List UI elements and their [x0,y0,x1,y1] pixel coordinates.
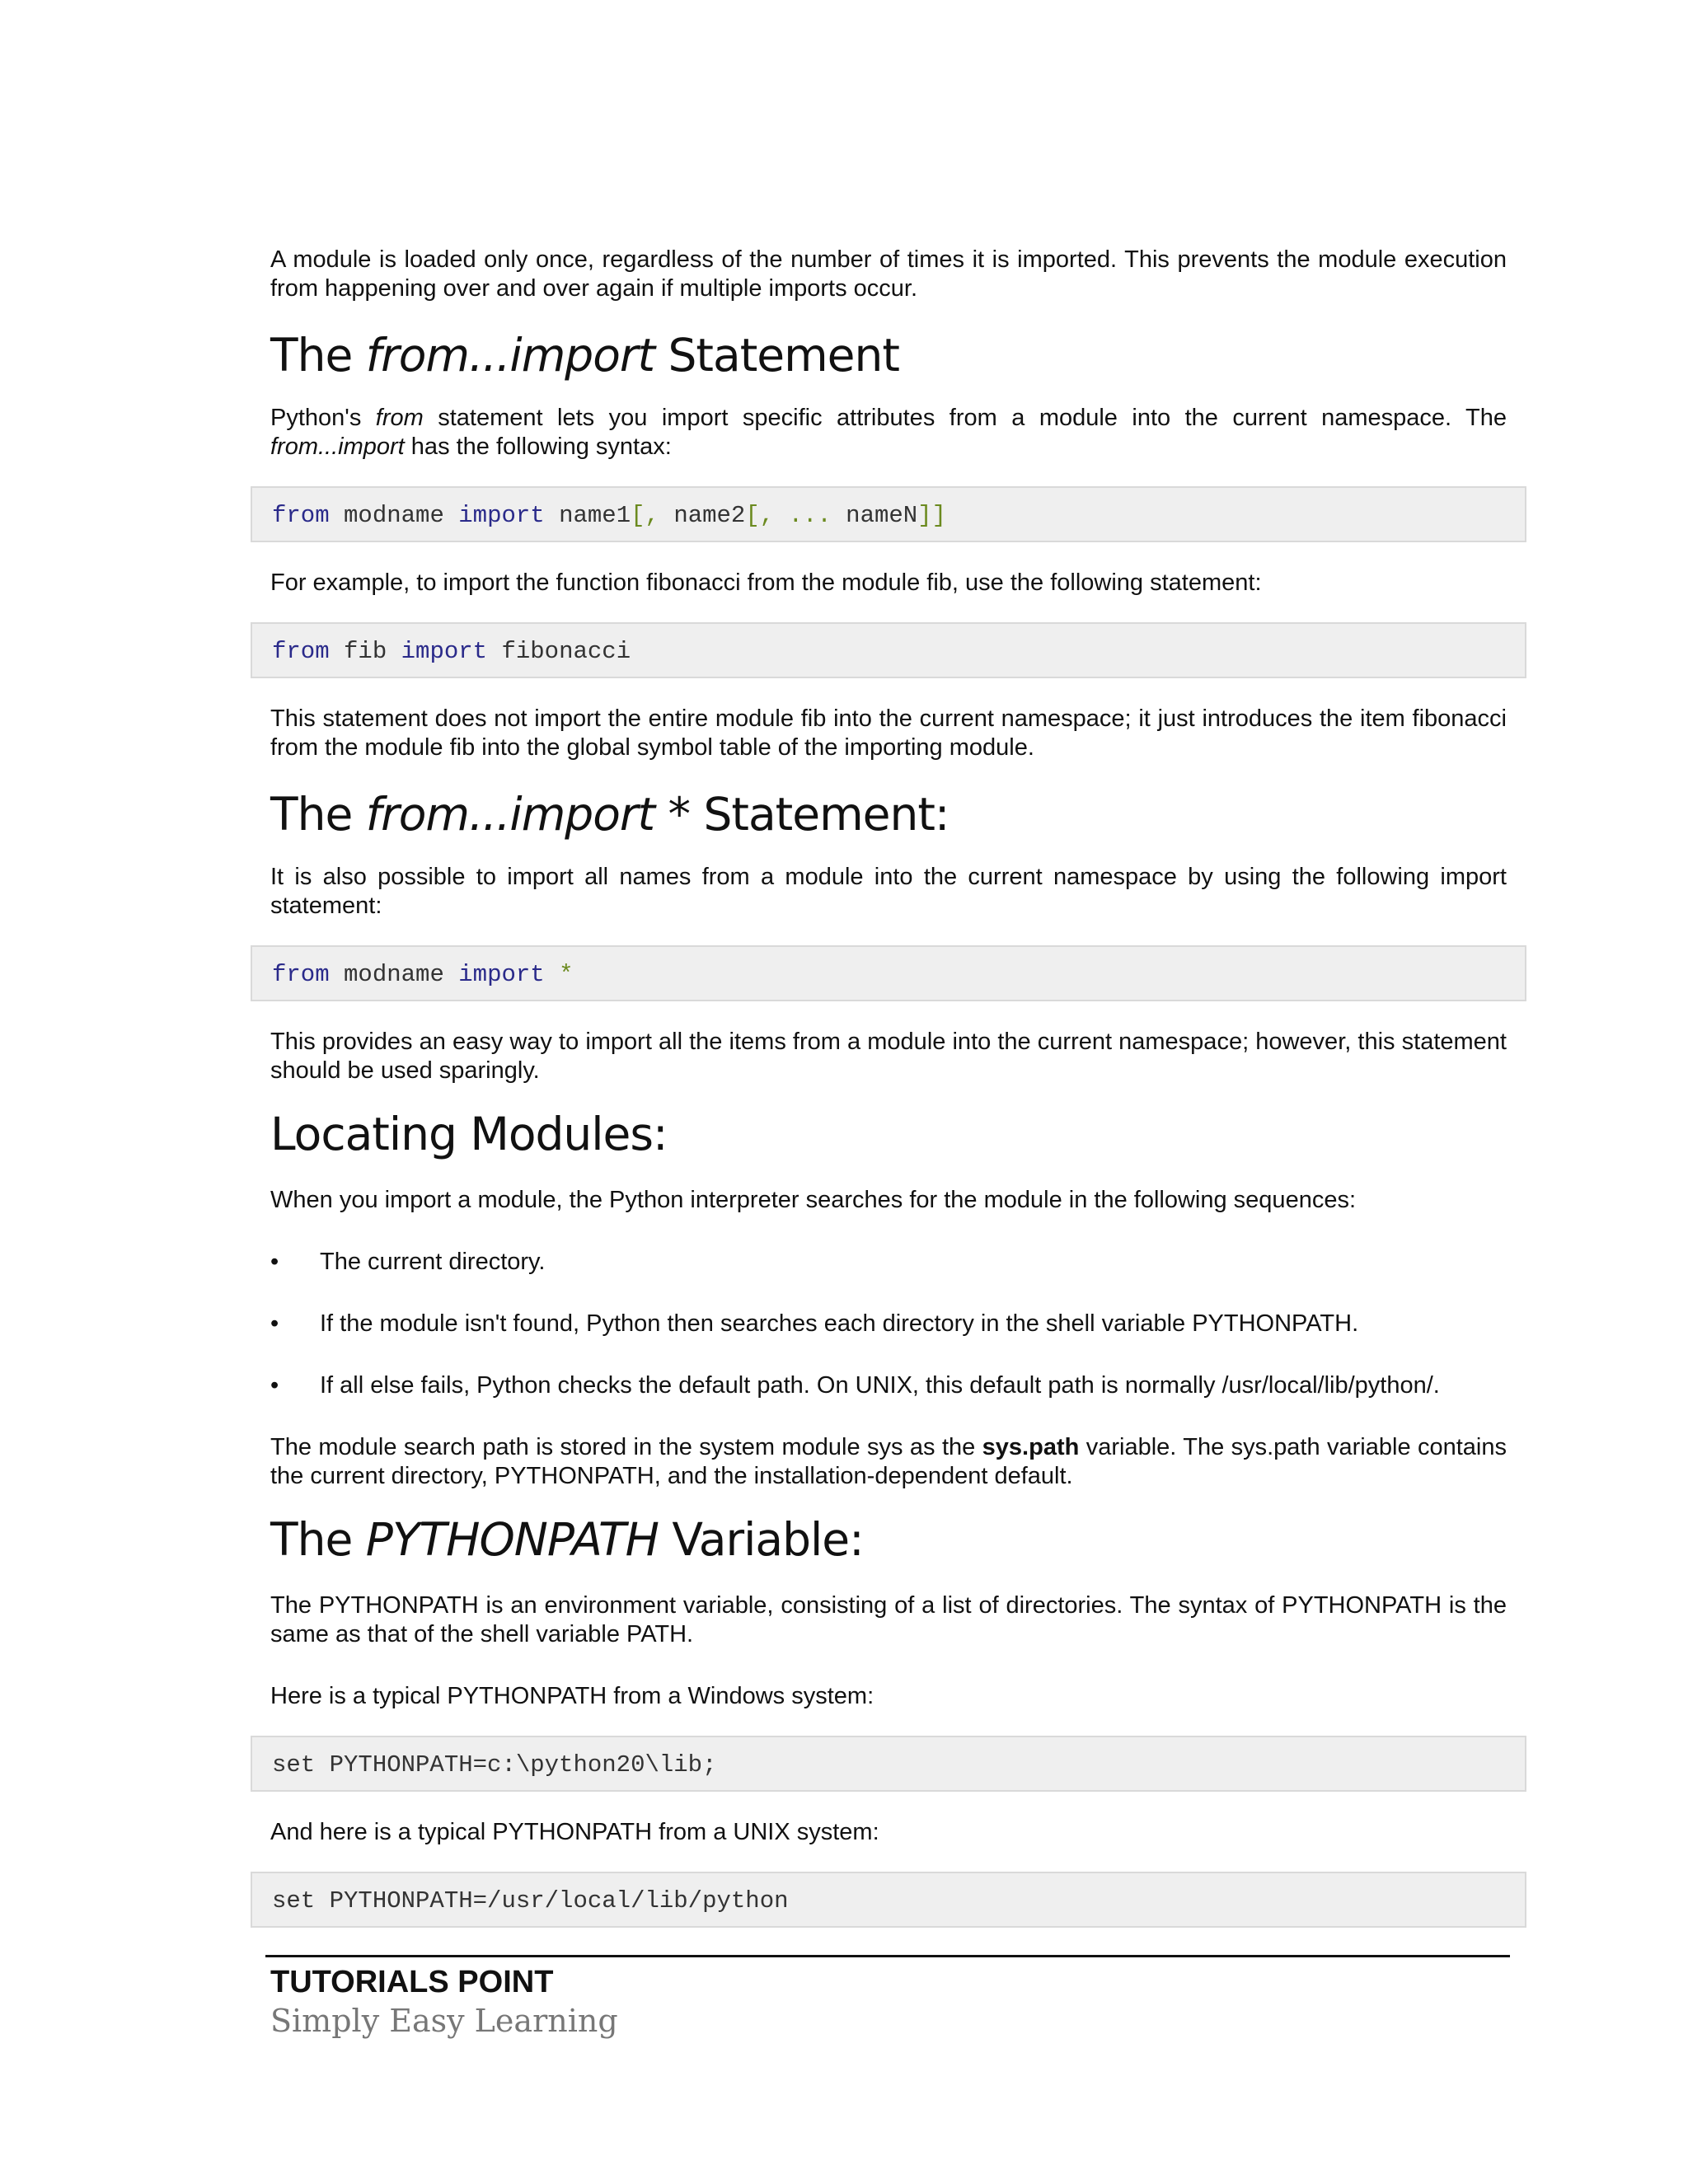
from-import-description: Python's from statement lets you import specific attributes from a module into the current namespace. The from...import has the following syntax: [270,405,1507,460]
heading-pythonpath-variable: The PYTHONPATH Variable: [270,1513,864,1566]
pythonpath-description: The PYTHONPATH is an environment variable, consisting of a list of directories. The syntax of PYTHONPATH is the same as that of the shell variable PATH. [270,1592,1507,1647]
bullet-icon: • [270,1372,279,1399]
heading-locating-modules: Locating Modules: [270,1108,668,1160]
intro-paragraph: A module is loaded only once, regardless of the number of times it is imported. This prevents the module execution from happening over and over again if multiple imports occur. [270,246,1507,302]
bullet-icon: • [270,1249,279,1275]
list-item: • If all else fails, Python checks the default path. On UNIX, this default path is normally /usr/local/lib/python/. [270,1372,1440,1399]
bullet-icon: • [270,1310,279,1337]
heading-from-import-star: The from...import * Statement: [270,788,950,841]
list-item: • The current directory. [270,1249,546,1275]
windows-pythonpath-intro: Here is a typical PYTHONPATH from a Windows system: [270,1683,874,1709]
code-block-from-import-syntax: from modname import name1[, name2[, ... nameN]] [251,486,1526,542]
code-block-unix-pythonpath: set PYTHONPATH=/usr/local/lib/python [251,1872,1526,1928]
code-block-windows-pythonpath: set PYTHONPATH=c:\python20\lib; [251,1736,1526,1792]
locating-modules-intro: When you import a module, the Python interpreter searches for the module in the following sequences: [270,1187,1357,1213]
import-star-description: It is also possible to import all names from a module into the current namespace by using the following import statement: [270,864,1507,919]
code-block-import-star: from modname import * [251,945,1526,1001]
sys-path-paragraph: The module search path is stored in the system module sys as the sys.path variable. The sys.path variable contains the current directory, PYTHONPATH, and the installation-dependent default. [270,1434,1507,1489]
heading-from-import: The from...import Statement [270,329,899,382]
fibonacci-explanation: This statement does not import the entire module fib into the current namespace; it just introduces the item fibonacci from the module fib into the global symbol table of the importing module. [270,705,1507,761]
footer-tagline: Simply Easy Learning [270,2003,618,2039]
list-item: • If the module isn't found, Python then searches each directory in the shell variable PYTHONPATH. [270,1310,1359,1337]
search-sequence-list [270,1248,1507,1400]
footer-brand: TUTORIALS POINT [270,1965,554,1999]
import-star-note: This provides an easy way to import all the items from a module into the current namespace; however, this statement should be used sparingly. [270,1029,1507,1084]
page-content [270,246,1507,1954]
fibonacci-example-intro: For example, to import the function fibonacci from the module fib, use the following statement: [270,569,1262,596]
unix-pythonpath-intro: And here is a typical PYTHONPATH from a UNIX system: [270,1819,879,1845]
footer-divider [265,1955,1510,1957]
code-block-fibonacci-import: from fib import fibonacci [251,622,1526,678]
